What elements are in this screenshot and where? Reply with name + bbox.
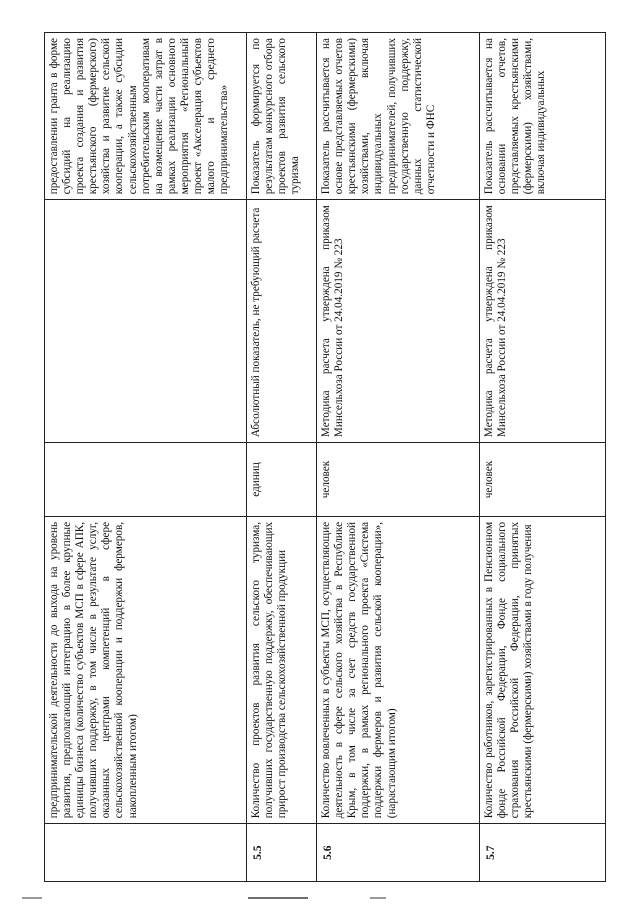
unit-cell: человек — [317, 443, 480, 517]
note-cell: Показатель формируется по результатам конкурсного отбора проектов развития сельского туризма — [246, 33, 316, 200]
row-number: 5.7 — [479, 824, 605, 882]
scan-mark — [248, 897, 308, 899]
method-cell: Абсолютный показатель, не требующий расчета — [246, 200, 316, 443]
table-row — [317, 33, 480, 882]
scan-mark — [370, 897, 386, 899]
scan-mark — [22, 897, 42, 899]
method-cell — [45, 200, 247, 443]
row-number: 5.6 — [317, 824, 480, 882]
table-row — [479, 33, 605, 882]
indicator-name: Количество проектов развития сельского туризма, получивших государственную поддержку, обеспечивающих прирост производства сельскохозяйственной продукции — [246, 516, 316, 823]
note-cell: предоставлении гранта в форме субсидий на реализацию проекта создания и развития крестьянского (фермерского) хозяйства и развитие сельской кооперации, а также субсидии сельскохозяйственным потребительским кооперативам на возмещение части затрат в рамках реализации основного мероприятия «Региональный проект «Акселерация субъектов малого и среднего предпринимательства» — [45, 33, 247, 200]
indicators-table — [44, 32, 606, 882]
method-cell: Методика расчета утверждена приказом Минсельхоза России от 24.04.2019 № 223 — [317, 200, 480, 443]
indicator-name: предпринимательской деятельности до выхода на уровень развития, предполагающий интеграцию в более крупные единицы бизнеса (количество субъектов МСП в сфере АПК, получивших поддержку, в том числе в результате услуг, оказанных центрами компетенций в сфере сельскохозяйственной кооперации и поддержки фермеров, накопленным итогом) — [45, 516, 247, 823]
note-cell: Показатель рассчитывается на основе представляемых отчетов крестьянскими (фермерскими) хозяйствами, включая индивидуальных предпринимателей, получивших государственную поддержку, данных статистической отчетности и ФНС — [317, 33, 480, 200]
method-cell: Методика расчета утверждена приказом Минсельхоза России от 24.04.2019 № 223 — [479, 200, 605, 443]
indicator-name: Количество вовлеченных в субъекты МСП, осуществляющие деятельность в сфере сельского хозяйства в Республике Крым, в том числе за счет средств государственной поддержки, в рамках регионального проекта «Система поддержки фермеров и развития сельской кооперации», (нарастающим итогом) — [317, 516, 480, 823]
table-row — [246, 33, 316, 882]
unit-cell — [45, 443, 247, 517]
row-number: 5.5 — [246, 824, 316, 882]
scan-edge-marks — [0, 889, 640, 905]
indicator-name: Количество работников, зарегистрированных в Пенсионном фонде Российской Федерации, Фонде социального страхования Российской Федерации, принятых крестьянскими (фермерскими) хозяйствами в году получения — [479, 516, 605, 823]
unit-cell: единиц — [246, 443, 316, 517]
row-number — [45, 824, 247, 882]
rotated-table-page — [44, 32, 606, 882]
table-row — [45, 33, 247, 882]
unit-cell: человек — [479, 443, 605, 517]
note-cell: Показатель рассчитывается на основании отчетов, представляемых крестьянскими (фермерскими) хозяйствами, включая индивидуальных — [479, 33, 605, 200]
